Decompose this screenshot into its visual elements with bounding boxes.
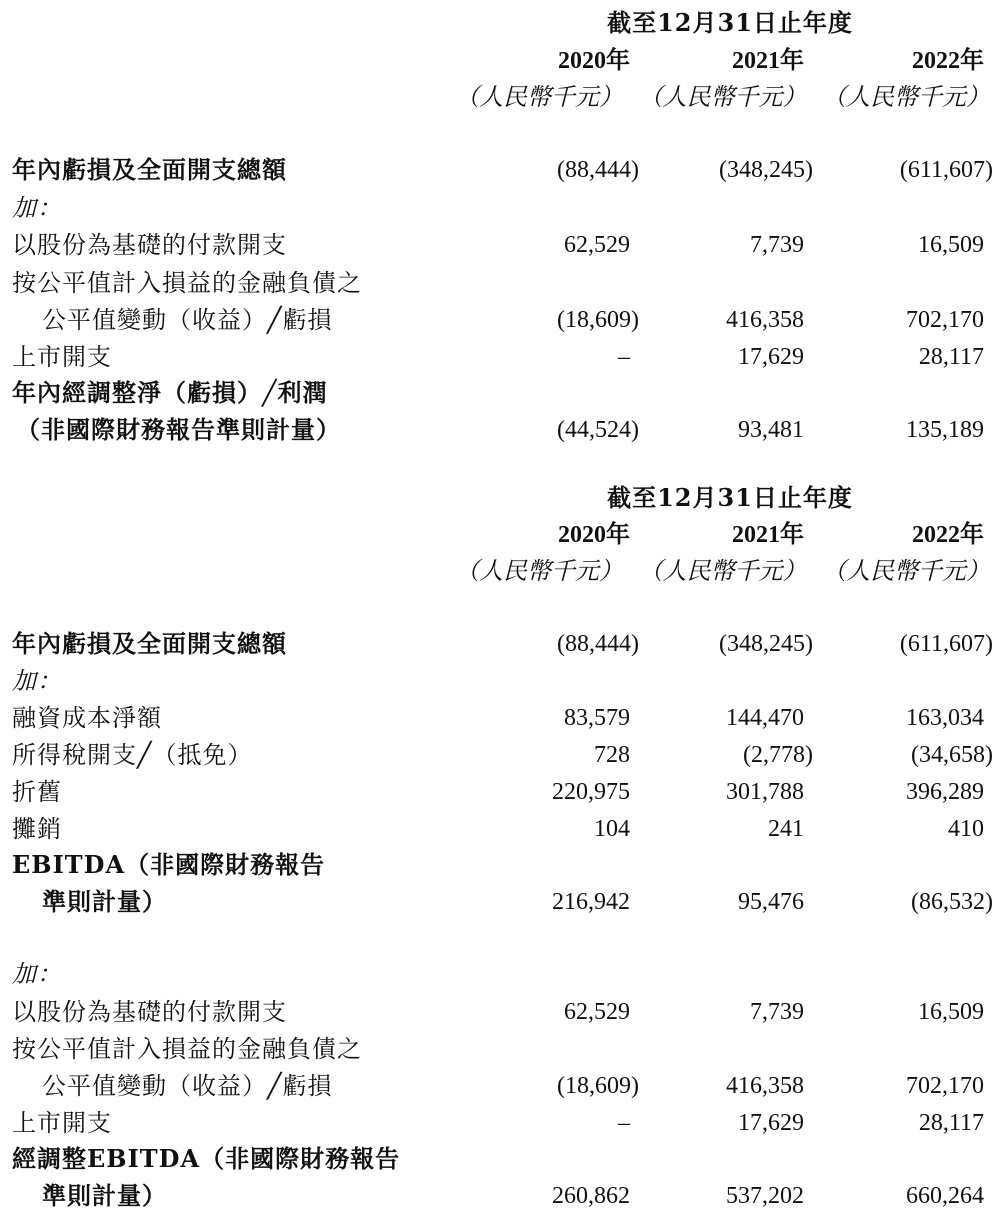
value-2022: 28,117 [918,1110,984,1136]
value-2022: (86,532) [911,889,993,915]
row-label: 準則計量） [42,1181,167,1210]
unit-headings [455,80,990,114]
row-label: 所得稅開支╱（抵免） [12,741,253,769]
value-2020: (18,609) [557,1073,639,1099]
value-2021: 537,202 [726,1183,804,1209]
year-2022-heading: 2022年 [912,48,984,74]
value-2020: (44,524) [557,417,639,443]
value-2020: (88,444) [557,157,639,183]
unit-2020: （人民幣千元） [455,83,623,111]
table-row [0,301,1000,339]
value-2021: 416,358 [726,1073,804,1099]
value-2022: 28,117 [918,344,984,370]
table-row [0,993,1000,1031]
value-2021: 241 [768,816,804,842]
table-row [0,736,1000,774]
value-2021: 17,629 [738,344,804,370]
row-label: 以股份為基礎的付款開支 [12,998,287,1026]
value-2022: (611,607) [899,157,993,183]
value-2022: (34,658) [911,742,993,768]
table-row [0,883,1000,921]
value-2022: 16,509 [918,232,984,258]
table-row [0,699,1000,737]
table-row [0,662,1000,700]
row-label: 上市開支 [12,343,112,371]
value-2020: 216,942 [552,889,630,915]
row-label: 年內虧損及全面開支總額 [12,155,287,184]
value-2021: (2,778) [743,742,813,768]
row-label: 融資成本淨額 [12,704,162,732]
value-2022: 135,189 [906,417,984,443]
year-2021-heading: 2021年 [732,48,804,74]
value-2020: 104 [594,816,630,842]
unit-headings [455,554,990,588]
value-2022: 660,264 [906,1183,984,1209]
period-heading: 截至12月31日止年度 [607,8,853,37]
row-label: 公平值變動（收益）╱虧損 [42,306,333,334]
value-2020: 62,529 [564,999,630,1025]
table-row [0,189,1000,227]
table-row [0,1104,1000,1142]
value-2021: 144,470 [726,705,804,731]
year-2022-heading: 2022年 [912,522,984,548]
row-label: （非國際財務報告準則計量） [16,415,341,444]
table-row [0,1177,1000,1215]
value-2022: (611,607) [899,631,993,657]
period-heading: 截至12月31日止年度 [607,483,853,512]
row-label: EBITDA（非國際財務報告 [12,850,326,879]
row-label: 加： [12,960,62,988]
row-label: 按公平值計入損益的金融負債之 [12,1035,362,1063]
row-label: 經調整EBITDA（非國際財務報告 [12,1144,401,1173]
table-row [0,773,1000,811]
value-2022: 702,170 [906,307,984,333]
table-row [0,338,1000,376]
row-label: 年內虧損及全面開支總額 [12,629,287,658]
row-label: 以股份為基礎的付款開支 [12,231,287,259]
value-2020: (18,609) [557,307,639,333]
value-2020: 83,579 [564,705,630,731]
row-label: 加： [12,194,62,222]
value-2021: 416,358 [726,307,804,333]
table-row [0,846,1000,884]
unit-2020: （人民幣千元） [455,557,623,585]
table-row [0,151,1000,189]
table-row [0,1067,1000,1105]
value-2021: (348,245) [719,157,813,183]
row-label: 準則計量） [42,887,167,916]
table-row [0,625,1000,663]
value-2021: 7,739 [750,999,804,1025]
value-2021: (348,245) [719,631,813,657]
value-2020: 728 [594,742,630,768]
table-row [0,374,1000,412]
value-2021: 95,476 [738,889,804,915]
row-label: 攤銷 [12,815,62,843]
year-2020-heading: 2020年 [558,48,630,74]
row-label: 加： [12,667,62,695]
table-row [0,411,1000,449]
unit-2022: （人民幣千元） [822,83,990,111]
value-2020: 62,529 [564,232,630,258]
value-2021: 301,788 [726,779,804,805]
value-2022: 396,289 [906,779,984,805]
value-2020: – [618,1110,630,1136]
value-2020: 260,862 [552,1183,630,1209]
year-2020-heading: 2020年 [558,522,630,548]
table-row [0,226,1000,264]
value-2022: 16,509 [918,999,984,1025]
table-row [0,1140,1000,1178]
value-2022: 410 [948,816,984,842]
table-row [0,1030,1000,1068]
value-2020: – [618,344,630,370]
row-label: 年內經調整淨（虧損）╱利潤 [12,378,328,407]
table-row [0,264,1000,302]
table-row [0,955,1000,993]
row-label: 按公平值計入損益的金融負債之 [12,269,362,297]
value-2022: 163,034 [906,705,984,731]
unit-2022: （人民幣千元） [822,557,990,585]
row-label: 公平值變動（收益）╱虧損 [42,1072,333,1100]
value-2021: 17,629 [738,1110,804,1136]
value-2020: (88,444) [557,631,639,657]
row-label: 折舊 [12,778,62,806]
unit-2021: （人民幣千元） [638,557,807,585]
table-row [0,810,1000,848]
year-2021-heading: 2021年 [732,522,804,548]
value-2021: 93,481 [738,417,804,443]
unit-2021: （人民幣千元） [638,83,807,111]
value-2020: 220,975 [552,779,630,805]
value-2021: 7,739 [750,232,804,258]
value-2022: 702,170 [906,1073,984,1099]
row-label: 上市開支 [12,1109,112,1137]
